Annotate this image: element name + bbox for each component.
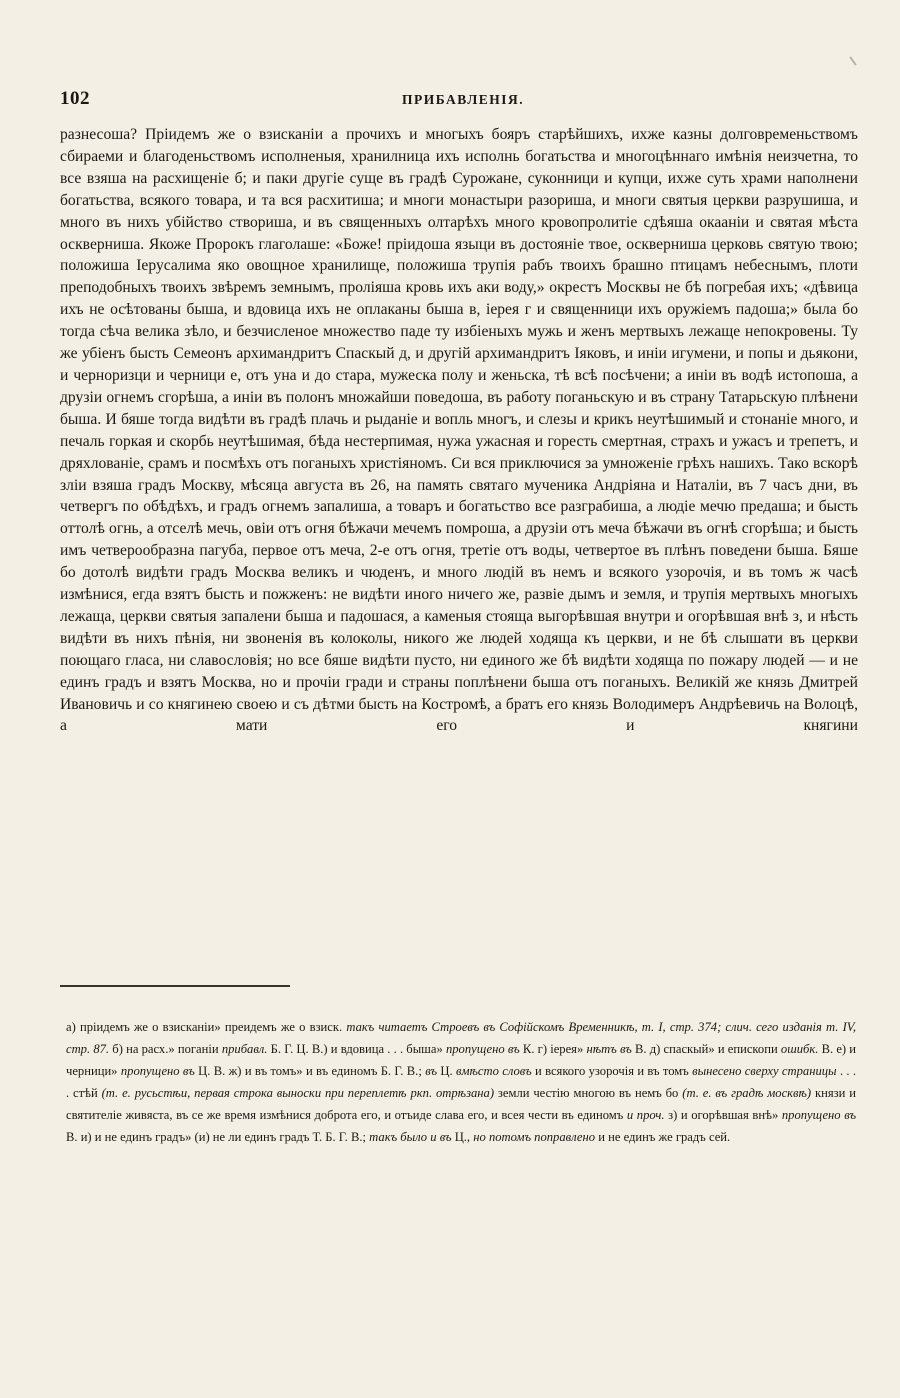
footnote-text: Б. Г. Ц. В.) и вдовица . . . быша»	[270, 1042, 443, 1056]
footnote-divider	[60, 985, 290, 987]
footnote-text: В. д) спаскый» и епископи	[635, 1042, 778, 1056]
footnote-text: з) и огорѣвшая внѣ»	[668, 1108, 779, 1122]
footnote-text: князи и святителiе живяста, въ се же время измѣнися доброта его, и отъиде слава его, и всея чести въ единомъ	[66, 1086, 856, 1122]
footnote-italic: пропущено въ	[445, 1042, 520, 1056]
footnote-italic: вмѣсто словъ	[456, 1064, 532, 1078]
footnote-italic: въ	[425, 1064, 438, 1078]
footnote-text: и всякого узорочiя и въ томъ	[534, 1064, 689, 1078]
footnote-text: . . . . стѣй	[66, 1064, 857, 1100]
footnote-italic: пропущено въ	[781, 1108, 857, 1122]
footnote-text: а) прiидемъ же о взисканiи» преидемъ же о взиск.	[66, 1020, 343, 1034]
footnote-italic: (т. е. русьстѣи, первая строка выноски при переплетѣ ркп. отрѣзана)	[101, 1086, 495, 1100]
footnote-text: К. г) iерея»	[522, 1042, 584, 1056]
footnote-text: Ц.,	[454, 1130, 471, 1144]
running-title: ПРИБАВЛЕНIЯ.	[402, 92, 525, 107]
footnote-italic: ошибк.	[780, 1042, 819, 1056]
footnote-text: В. е) и черници»	[66, 1042, 857, 1078]
footnote-italic: и проч.	[626, 1108, 665, 1122]
footnote-italic: такъ читаетъ Строевъ въ Софiйскомъ Временникѣ, т. I, стр. 374; слич. сего изданiя т. IV, стр. 87.	[66, 1020, 856, 1056]
footnote-italic: но потомъ поправлено	[473, 1130, 596, 1144]
footnote-text: В. и) и не единъ градъ» (и) не ли единъ градъ Т. Б. Г. В.;	[66, 1130, 367, 1144]
footnote-italic: прибавл.	[221, 1042, 268, 1056]
footnote-text: и не единъ же градъ сей.	[598, 1130, 731, 1144]
corner-mark	[849, 56, 856, 65]
footnote-text: Ц.	[440, 1064, 453, 1078]
footnote-text: б) на расх.» поганiи	[112, 1042, 219, 1056]
footnote-italic: вынесено сверху страницы	[692, 1064, 837, 1078]
footnote-italic: (т. е. въ градѣ москвѣ)	[682, 1086, 812, 1100]
footnote-text: Ц. В. ж) и въ томъ» и въ единомъ Б. Г. В.;	[198, 1064, 422, 1078]
footnote-italic: пропущено въ	[120, 1064, 195, 1078]
footnotes-block	[66, 1016, 856, 1148]
footnote-italic: нѣтъ въ	[586, 1042, 632, 1056]
main-text-block: разнесоша? Прiидемъ же о взисканiи а прочихъ и многыхъ бояръ старѣйшихъ, ихже казны долговременьствомъ сбираеми и благоденьствомъ исполненыя, хранилница ихъ исполнь богатьства и многоцѣннаго имѣнiя неизчетна, то все взяша на расхищенiе б; и паки другiе суще въ градѣ Сурожане, суконници и купци, ихже суть храми наполнени богатьства, всякого товара, и та вся расхитиша; и многи монастыри разориша, и многи святыя церкви разрушиша, и много въ нихъ убiйство створиша, и въ священныхъ олтарѣхъ много кровопролитiе сдѣяша окаанiи и святая мѣста оскверниша. Якоже Пророкъ глаголаше: «Боже! прiидоша языци въ достоянiе твое, оскверниша церковь святую твою; положиша Iерусалима яко овощное хранилище, положиша трупiя рабъ твоихъ брашно птицамъ небеснымъ, плоти преподобныхъ твоихъ звѣремъ земнымъ, пролiяша кровь ихъ аки воду,» окрестъ Москвы не бѣ погребая ихъ; «дѣвица ихъ не осѣтованы быша, и вдовица ихъ не оплаканы быша в, iерея г и священници ихъ оружiемъ падоша;» была бо тогда сѣча велика зѣло, и безчисленое множество паде ту избiеныхъ мужь и женъ мертвыхъ лежаще непокровены. Ту же убiенъ бысть Семеонъ архимандритъ Спаскый д, и другiй архимандритъ Iяковъ, и инiи игумени, и попы и дьякони, и черноризци и черници е, отъ уна и до стара, мужеска полу и женьска, тѣ вcѣ посѣчени; а инiи въ водѣ истопоша, а друзiи огнемъ сгорѣша, а инiи въ полонъ множайши поведоша, въ работу поганьскую и въ страну Татарьскую плѣнени быша. И бяше тогда видѣти въ градѣ плачь и рыданiе и вопль многъ, и слезы и крикъ неутѣшимый и стонанiе много, и печаль горкая и скорбь неутѣшимая, бѣда нестерпимая, нужа ужасная и горесть смертная, страхъ и ужасъ и трепетъ, и дряхлованiе, срамъ и посмѣхъ отъ поганыхъ христiяномъ. Си вся приключися за умноженiе грѣхъ нашихъ. Тако вскорѣ злiи взяша градъ Москву, мѣсяца августа въ 26, на память святаго мученика Андрiяна и Наталiи, въ 7 часъ дни, въ четвергъ по обѣдѣхъ, и градъ огнемъ запалиша, а товаръ и богатьство все разграбиша, а людiе мечю предаша; и бысть оттолѣ огнь, а отселѣ мечь, овiи отъ огня бѣжачи мечемъ помроша, а друзiи отъ меча бѣжачи въ огнѣ сгорѣша; и бысть имъ четверообразна пагуба, первое отъ меча, 2-е отъ огня, третiе отъ воды, четвертое въ плѣнъ поведени быша. Бяше бо дотолѣ видѣти градъ Москва великъ и чюденъ, и много людiй въ немъ и всякого узорочiя, и въ томъ ж часѣ измѣнися, егда взятъ бысть и пожженъ: не видѣти иного ничего же, развiе дымъ и земля, и трупiя мертвыхъ многыхъ лежаща, церкви святыя запалени быша и падошася, а каменыя стояща выгорѣвшая внутри и огорѣвшая внѣ з, и нѣсть видѣти въ нихъ пѣнiя, ни звоненiя въ колоколы, никого же людей ходяща къ церкви, и не бѣ слышати въ церкви поющаго гласа, ни славословiя; но все бяше видѣти пусто, ни единого же бѣ видѣти ходяща по пожару людей — и не единъ градъ и взятъ Москва, но и прочiи гради и страны поплѣнени быша отъ поганыхъ. Великiй же князь Дмитрей Ивановичь и со княгинею своею и съ дѣтми бысть на Костромѣ, а братъ его князь Володимеръ Андрѣевичь на Волоцѣ, а мати его и княгини	[60, 126, 858, 735]
page-number: 102	[60, 88, 90, 109]
footnote-italic: такъ было и въ	[369, 1130, 452, 1144]
footnote-text: земли честiю многою въ немъ бо	[497, 1086, 679, 1100]
